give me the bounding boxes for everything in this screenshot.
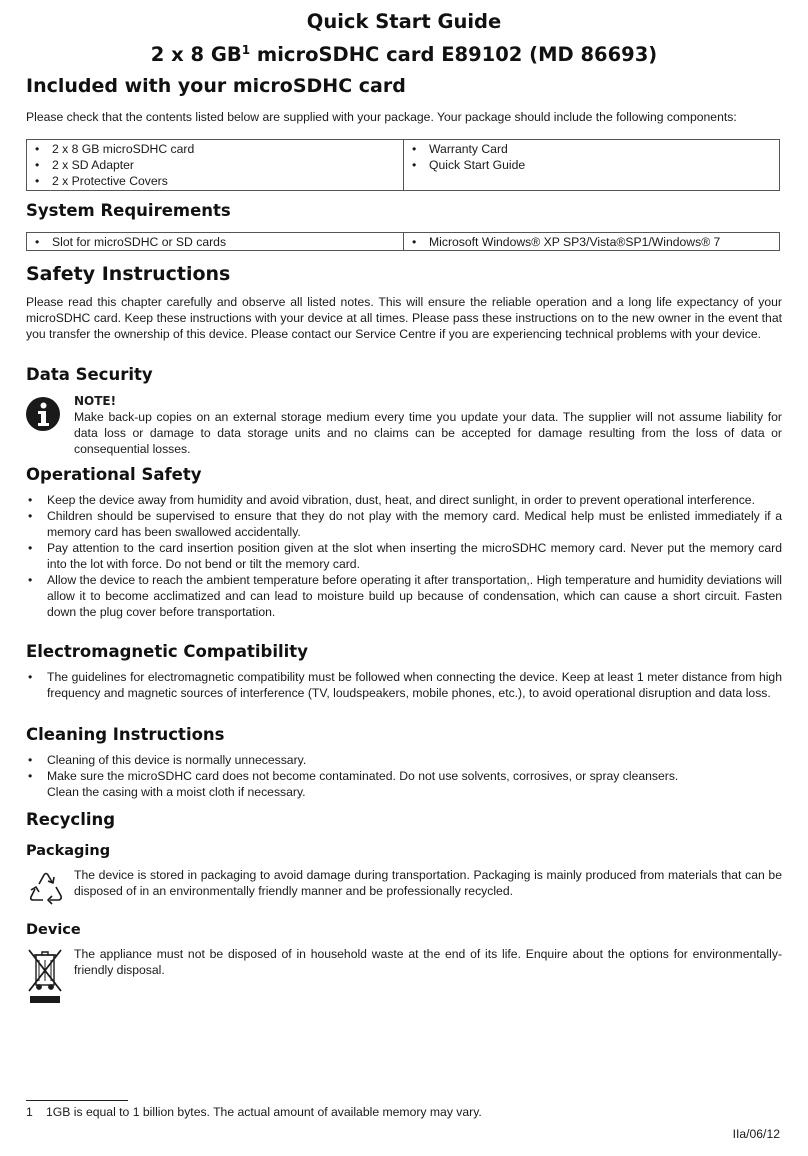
operational-safety-heading: Operational Safety xyxy=(26,465,202,484)
list-item: • Pay attention to the card insertion position given at the slot when inserting the microSDHC memory card. Never put the memory card into the lot with force. Do not bend or tilt the memory card. xyxy=(26,540,782,572)
device-text: The appliance must not be disposed of in household waste at the end of its life. Enquire about the options for environmentally-friendly disposal. xyxy=(74,947,782,977)
included-heading: Included with your microSDHC card xyxy=(26,75,406,97)
list-item: • Cleaning of this device is normally unnecessary. xyxy=(26,752,782,768)
weee-bin-icon xyxy=(26,947,64,1005)
emc-list xyxy=(26,669,782,701)
device-heading: Device xyxy=(26,922,81,938)
list-item: • Quick Start Guide xyxy=(411,157,779,173)
list-item: • Allow the device to reach the ambient temperature before operating it after transportation,. High temperature and humidity deviations will allow it to become acclimatized and can lead to moisture build up because of condensation, which can cause a short circuit. Fasten down the plug cover before transportation. xyxy=(26,572,782,620)
recycle-icon xyxy=(25,868,67,910)
note-text: Make back-up copies on an external storage medium every time you update your data. The supplier will not assume liability for data loss or damage to data storage units and no claims can be accepted for damage resulting from the loss of data or consequential losses. xyxy=(74,410,782,456)
list-item-continuation: Clean the casing with a moist cloth if necessary. xyxy=(47,785,306,799)
list-item: • Keep the device away from humidity and avoid vibration, dust, heat, and direct sunlight, in order to prevent operational interference. xyxy=(26,492,782,508)
footnote-number: 1 xyxy=(26,1105,33,1119)
doc-title-line1: Quick Start Guide xyxy=(306,10,502,33)
system-requirements-table xyxy=(26,232,780,251)
list-item: • Slot for microSDHC or SD cards xyxy=(34,234,403,250)
list-item: • 2 x 8 GB microSDHC card xyxy=(34,141,403,157)
operational-safety-list xyxy=(26,492,782,620)
data-security-heading: Data Security xyxy=(26,365,153,384)
doc-title-line2: 2 x 8 $GB^1$ microSDHC card E89102 (MD 86693) xyxy=(150,43,658,66)
note-label: NOTE! xyxy=(74,394,117,408)
package-contents-table xyxy=(26,139,780,191)
safety-intro: Please read this chapter carefully and observe all listed notes. This will ensure the reliable operation and a long life expectancy of your microSDHC card. Keep these instructions with your device at all times. Please pass these instructions on to the new owner in the event that you transfer the ownership of this device. Please contact our Service Centre if you are experiencing technical problems with your device. xyxy=(26,295,782,341)
list-item: • The guidelines for electromagnetic compatibility must be followed when connecting the device. Keep at least 1 meter distance from high frequency and magnetic sources of interference (TV, loudspeakers, mobile phones, etc.), to avoid operational disruption and data loss. xyxy=(26,669,782,701)
footnote-marker: 1 xyxy=(241,43,251,57)
list-item: • Microsoft Windows® XP SP3/Vista®SP1/Windows® 7 xyxy=(411,234,779,250)
safety-heading: Safety Instructions xyxy=(26,263,231,285)
footnote xyxy=(26,1104,482,1120)
list-item: • Make sure the microSDHC card does not become contaminated. Do not use solvents, corrosives, or spray cleansers. xyxy=(26,768,782,784)
list-item: • 2 x Protective Covers xyxy=(34,173,403,189)
packaging-text: The device is stored in packaging to avoid damage during transportation. Packaging is mainly produced from materials that can be disposed of in an environmentally friendly manner and be professionally recycled. xyxy=(74,868,782,898)
system-requirements-heading: System Requirements xyxy=(26,201,231,220)
document-code: IIa/06/12 xyxy=(732,1127,780,1141)
info-icon xyxy=(25,396,61,432)
footnote-text: 1GB is equal to 1 billion bytes. The actual amount of available memory may vary. xyxy=(46,1105,482,1119)
list-item: • Children should be supervised to ensure that they do not play with the memory card. Medical help must be enlisted immediately if a memory card has been swallowed accidentally. xyxy=(26,508,782,540)
recycling-heading: Recycling xyxy=(26,810,116,829)
cleaning-heading: Cleaning Instructions xyxy=(26,725,225,744)
package-contents-left xyxy=(27,140,403,190)
cleaning-list xyxy=(26,752,782,800)
included-intro: Please check that the contents listed below are supplied with your package. Your package should include the following components: xyxy=(26,110,737,124)
package-contents-right xyxy=(403,140,779,190)
emc-heading: Electromagnetic Compatibility xyxy=(26,642,308,661)
list-item: • Warranty Card xyxy=(411,141,779,157)
packaging-heading: Packaging xyxy=(26,843,111,859)
list-item: • 2 x SD Adapter xyxy=(34,157,403,173)
footnote-divider xyxy=(26,1100,128,1101)
